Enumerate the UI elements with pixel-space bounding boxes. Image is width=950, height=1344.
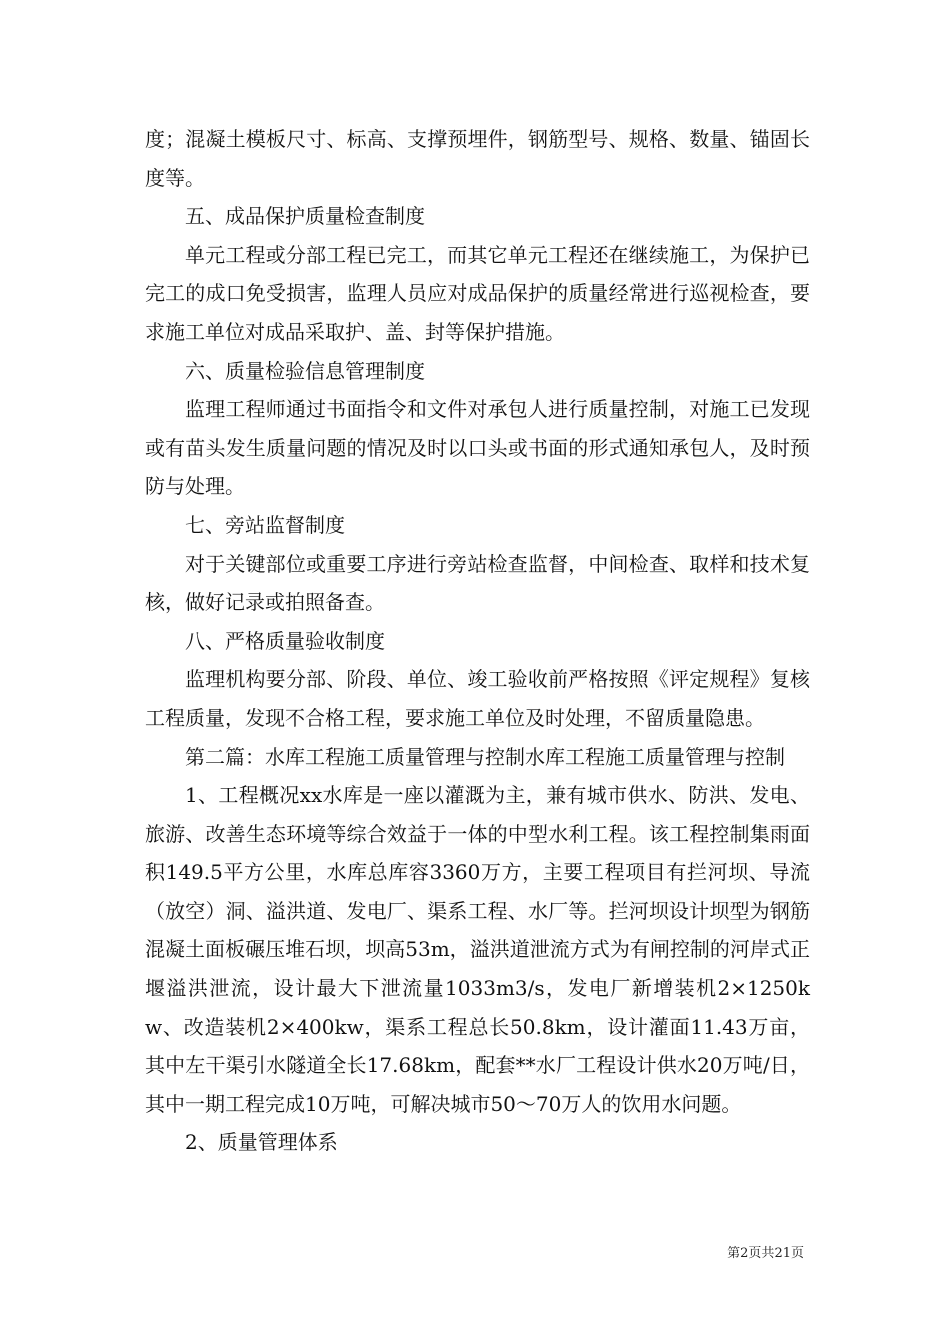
- paragraph: 监理工程师通过书面指令和文件对承包人进行质量控制，对施工已发现或有苗头发生质量问题的情况及时以口头或书面的形式通知承包人，及时预防与处理。: [145, 397, 810, 499]
- current-page-number: 2: [740, 1246, 749, 1261]
- paragraph: 1、工程概况xx水库是一座以灌溉为主，兼有城市供水、防洪、发电、旅游、改善生态环境等综合效益于一体的中型水利工程。该工程控制集雨面积149.5平方公里，水库总库容3360万方，主要工程项目有拦河坝、导流（放空）洞、溢洪道、发电厂、渠系工程、水厂等。拦河坝设计坝型为钢筋混凝土面板碾压堆石坝，坝高53m，溢洪道泄流方式为有闸控制的河岸式正堰溢洪泄流，设计最大下泄流量1033m3/s，发电厂新增装机2×1250kw、改造装机2×400kw，渠系工程总长50.8km，设计灌面11.43万亩，其中左干渠引水隧道全长17.68km，配套**水厂工程设计供水20万吨/日，其中一期工程完成10万吨，可解决城市50～70万人的饮用水问题。: [145, 783, 810, 1116]
- footer-middle: 页共: [748, 1246, 775, 1261]
- section-heading-6: 六、质量检验信息管理制度: [185, 358, 425, 383]
- paragraph: 对于关键部位或重要工序进行旁站检查监督，中间检查、取样和技术复核，做好记录或拍照备查。: [145, 551, 810, 615]
- section-heading-7: 七、旁站监督制度: [185, 512, 345, 537]
- page-number-footer: [727, 1245, 804, 1263]
- subsection-heading: 2、质量管理体系: [185, 1130, 338, 1155]
- paragraph: 监理机构要分部、阶段、单位、竣工验收前严格按照《评定规程》复核工程质量，发现不合格工程，要求施工单位及时处理，不留质量隐患。: [145, 667, 810, 730]
- total-page-count: 21: [774, 1246, 791, 1261]
- paragraph-continued: 度；混凝土模板尺寸、标高、支撑预埋件，钢筋型号、规格、数量、锚固长度等。: [145, 127, 810, 190]
- footer-suffix: 页: [790, 1246, 804, 1261]
- document-body: [145, 120, 810, 1162]
- chapter-heading: 第二篇：水库工程施工质量管理与控制水库工程施工质量管理与控制: [185, 744, 785, 769]
- footer-prefix: 第: [727, 1246, 741, 1261]
- paragraph: 单元工程或分部工程已完工，而其它单元工程还在继续施工，为保护已完工的成口免受损害，监理人员应对成品保护的质量经常进行巡视检查，要求施工单位对成品采取护、盖、封等保护措施。: [145, 242, 810, 344]
- section-heading-8: 八、严格质量验收制度: [185, 628, 385, 653]
- section-heading-5: 五、成品保护质量检查制度: [185, 204, 425, 229]
